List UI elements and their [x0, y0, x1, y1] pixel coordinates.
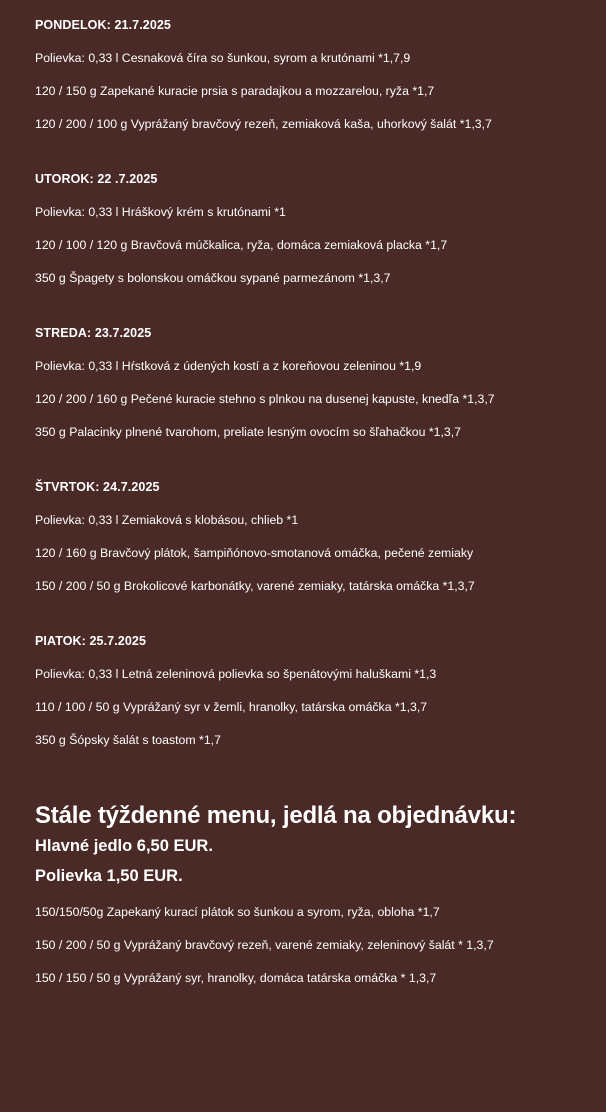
day-friday [35, 633, 606, 748]
day-title: STREDA: 23.7.2025 [35, 326, 152, 340]
menu-item-soup: Polievka: 0,33 l Hráškový krém s krutónami *1 [35, 205, 286, 219]
soup-price: Polievka 1,50 EUR. [35, 867, 183, 885]
menu-item-main-1: 120 / 200 / 160 g Pečené kuracie stehno s plnkou na dusenej kapuste, knedľa *1,3,7 [35, 392, 495, 406]
day-thursday [35, 479, 606, 594]
menu-item-main-2: 350 g Palacinky plnené tvarohom, preliate lesným ovocím so šľahačkou *1,3,7 [35, 425, 462, 439]
day-wednesday [35, 325, 606, 440]
menu-item-main-1: 120 / 160 g Bravčový plátok, šampiňónovo-smotanová omáčka, pečené zemiaky [35, 546, 474, 560]
day-title: UTOROK: 22 .7.2025 [35, 172, 158, 186]
main-dish-price: Hlavné jedlo 6,50 EUR. [35, 837, 213, 855]
day-monday [35, 17, 606, 132]
weekly-item-3: 150 / 150 / 50 g Vyprážaný syr, hranolky, domáca tatárska omáčka * 1,3,7 [35, 971, 437, 985]
menu-item-soup: Polievka: 0,33 l Cesnaková číra so šunkou, syrom a krutónami *1,7,9 [35, 51, 411, 65]
menu-item-main-1: 120 / 150 g Zapekané kuracie prsia s paradajkou a mozzarelou, ryža *1,7 [35, 84, 435, 98]
weekly-item-2: 150 / 200 / 50 g Vyprážaný bravčový rezeň, varené zemiaky, zeleninový šalát * 1,3,7 [35, 938, 494, 952]
menu-item-main-1: 110 / 100 / 50 g Vyprážaný syr v žemli, hranolky, tatárska omáčka *1,3,7 [35, 700, 428, 714]
menu-item-main-2: 350 g Špagety s bolonskou omáčkou sypané parmezánom *1,3,7 [35, 271, 391, 285]
menu-item-main-2: 120 / 200 / 100 g Vyprážaný bravčový rezeň, zemiaková kaša, uhorkový šalát *1,3,7 [35, 117, 492, 131]
menu-item-soup: Polievka: 0,33 l Hŕstková z údených kostí a z koreňovou zeleninou *1,9 [35, 359, 422, 373]
menu-item-main-2: 350 g Šópsky šalát s toastom *1,7 [35, 733, 221, 747]
day-tuesday [35, 171, 606, 286]
menu-item-main-1: 120 / 100 / 120 g Bravčová múčkalica, ryža, domáca zemiaková placka *1,7 [35, 238, 448, 252]
weekly-item-1: 150/150/50g Zapekaný kurací plátok so šunkou a syrom, ryža, obloha *1,7 [35, 905, 440, 919]
day-title: PONDELOK: 21.7.2025 [35, 18, 171, 32]
menu-item-soup: Polievka: 0,33 l Zemiaková s klobásou, chlieb *1 [35, 513, 299, 527]
weekly-menu-section [35, 801, 606, 986]
day-title: PIATOK: 25.7.2025 [35, 634, 147, 648]
weekly-menu-items [35, 904, 606, 986]
day-title: ŠTVRTOK: 24.7.2025 [35, 480, 160, 494]
menu-item-soup: Polievka: 0,33 l Letná zeleninová polievka so špenátovými haluškami *1,3 [35, 667, 437, 681]
weekly-menu-title: Stále týždenné menu, jedlá na objednávku: [35, 802, 517, 829]
menu-item-main-2: 150 / 200 / 50 g Brokolicové karbonátky, varené zemiaky, tatárska omáčka *1,3,7 [35, 579, 475, 593]
